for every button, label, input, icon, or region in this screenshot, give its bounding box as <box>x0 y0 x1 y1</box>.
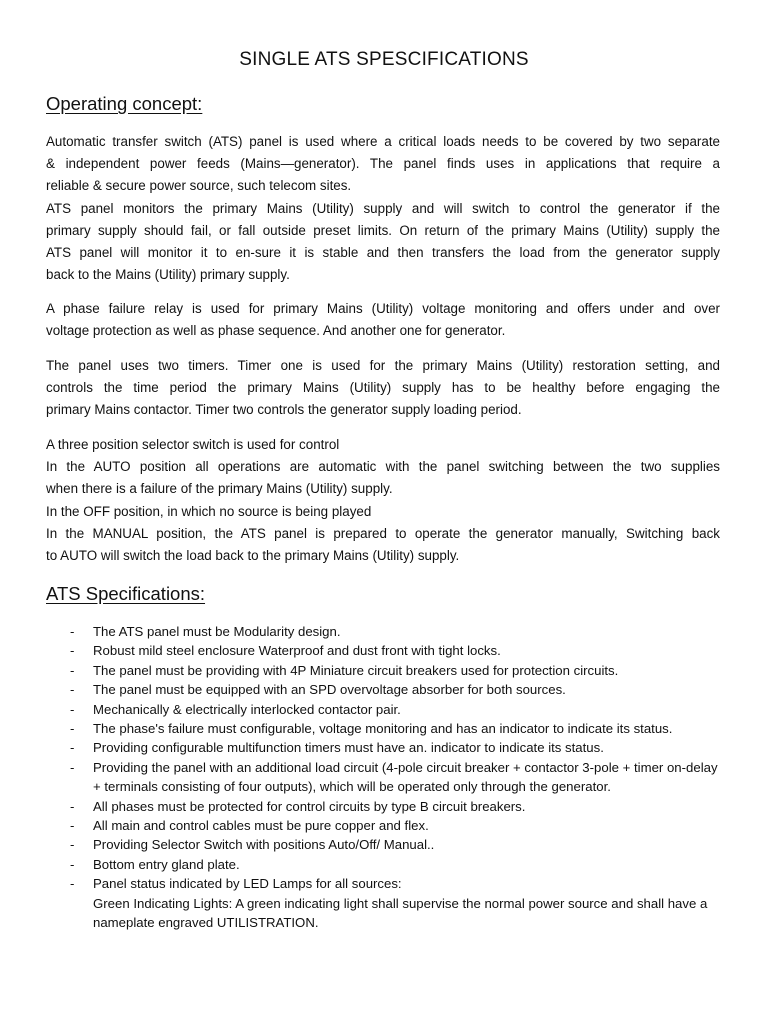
sentence-end: . <box>314 915 319 931</box>
text-line: ATS panel will monitor it to en-sure it is stable and then transfers the load from the generator supply <box>46 245 720 261</box>
dash-bullet: - <box>70 876 75 892</box>
text-line <box>46 456 720 478</box>
dash-bullet: - <box>70 643 75 659</box>
list-item-text: Providing Selector Switch with positions Auto/Off/ Manual.. <box>93 837 435 853</box>
text-line: & independent power feeds (Mains—generator). The panel finds uses in applications that require a <box>46 156 720 172</box>
list-item <box>46 835 722 854</box>
utilistration-label: UTILISTRATION <box>216 915 315 931</box>
operating-paragraph-3 <box>46 298 720 342</box>
auto-keyword: AUTO <box>93 459 131 475</box>
list-item-text: Providing configurable multifunction timers must have an. indicator to indicate its status. <box>93 740 604 756</box>
dash-bullet: - <box>70 837 75 853</box>
list-item <box>46 622 722 641</box>
text-segment: In the <box>46 525 93 541</box>
text-line: ATS panel monitors the primary Mains (Utility) supply and will switch to control the generator if the <box>46 200 720 216</box>
operating-paragraph-1 <box>46 131 720 286</box>
text-line: A three position selector switch is used for control <box>46 437 340 452</box>
text-segment: position, in which no source is being played <box>110 503 372 519</box>
off-keyword: OFF <box>83 503 111 519</box>
dash-bullet: - <box>70 682 75 698</box>
text-line: to AUTO will switch the load back to the primary Mains (Utility) supply. <box>46 548 460 564</box>
list-item-text: The phase's failure must configurable, voltage monitoring and has an indicator to indicate its status. <box>93 721 673 737</box>
list-item <box>46 855 722 874</box>
operating-concept-heading: Operating concept: <box>46 93 203 114</box>
dash-bullet: - <box>70 701 75 717</box>
text-line: reliable & secure power source, such telecom sites. <box>46 178 352 194</box>
dash-bullet: - <box>70 662 75 678</box>
operating-paragraph-4 <box>46 355 720 422</box>
list-item <box>46 641 722 660</box>
text-segment: position all operations are automatic with the panel switching between the two supplies <box>130 459 720 475</box>
text-segment: position, the ATS panel is prepared to operate the generator manually, Switching back <box>147 525 720 541</box>
text-line: primary Mains contactor. Timer two controls the generator supply loading period. <box>46 402 522 418</box>
document-title: SINGLE ATS SPESCIFICATIONS <box>239 49 529 70</box>
list-item-text: Bottom entry gland plate. <box>93 856 240 872</box>
list-item-text: All phases must be protected for control circuits by type B circuit breakers. <box>93 798 526 814</box>
text-line: voltage protection as well as phase sequence. And another one for generator. <box>46 323 506 339</box>
green-indicating-lights-label: Green Indicating Lights <box>93 895 229 911</box>
manual-keyword: MANUAL <box>92 525 148 541</box>
dash-bullet: - <box>70 721 75 737</box>
dash-bullet: - <box>70 818 75 834</box>
text-segment: In the <box>46 503 84 519</box>
list-item <box>46 700 722 719</box>
dash-bullet: - <box>70 856 75 872</box>
text-line: The panel uses two timers. Timer one is used for the primary Mains (Utility) restoration setting, and <box>46 358 720 373</box>
list-item <box>46 738 722 757</box>
list-item-text: The panel must be providing with 4P Miniature circuit breakers used for protection circuits. <box>93 662 619 678</box>
list-item <box>46 719 722 738</box>
text-line: primary supply should fail, or fall outside preset limits. On return of the primary Mains (Utility) supply the <box>46 222 720 238</box>
list-item <box>46 758 722 797</box>
list-item-text: Panel status indicated by LED Lamps for all sources: <box>93 876 402 892</box>
list-item-text: All main and control cables must be pure copper and flex. <box>93 818 429 834</box>
text-line: controls the time period the primary Mains (Utility) supply has to be healthy before engaging the <box>46 380 720 396</box>
list-item <box>46 661 722 680</box>
dash-bullet: - <box>70 624 75 639</box>
list-item <box>46 816 722 835</box>
dash-bullet: - <box>70 798 75 814</box>
list-item-text: Providing the panel with an additional load circuit (4-pole circuit breaker + contactor 3-pole + timer on-delay + terminals consisting of four outputs), which will be operated only through the generator. <box>93 759 718 795</box>
text-line <box>46 501 720 523</box>
dash-bullet: - <box>70 759 75 775</box>
text-line: Automatic transfer switch (ATS) panel is used where a critical loads needs to be covered by two separate <box>46 134 720 149</box>
text-line <box>46 523 720 545</box>
list-item-text: Mechanically & electrically interlocked contactor pair. <box>93 701 401 717</box>
text-segment: In the <box>46 459 94 475</box>
selector-switch-paragraph <box>46 434 720 567</box>
list-item <box>46 874 722 932</box>
list-item-text: The panel must be equipped with an SPD overvoltage absorber for both sources. <box>93 682 566 698</box>
specifications-list <box>46 622 722 933</box>
list-item <box>46 680 722 699</box>
list-item-text: Robust mild steel enclosure Waterproof and dust front with tight locks. <box>93 643 501 659</box>
text-line: A phase failure relay is used for primary Mains (Utility) voltage monitoring and offers under and over <box>46 301 720 316</box>
text-line: back to the Mains (Utility) primary supply. <box>46 267 290 283</box>
text-line: when there is a failure of the primary Mains (Utility) supply. <box>46 481 393 497</box>
dash-bullet: - <box>70 740 75 756</box>
ats-specifications-heading: ATS Specifications: <box>46 583 206 604</box>
list-item-text: The ATS panel must be Modularity design. <box>93 624 341 639</box>
list-item <box>46 797 722 816</box>
green-indicating-lights-text: : A green indicating light shall supervise the normal power source and shall have a nameplate engraved <box>93 895 708 931</box>
